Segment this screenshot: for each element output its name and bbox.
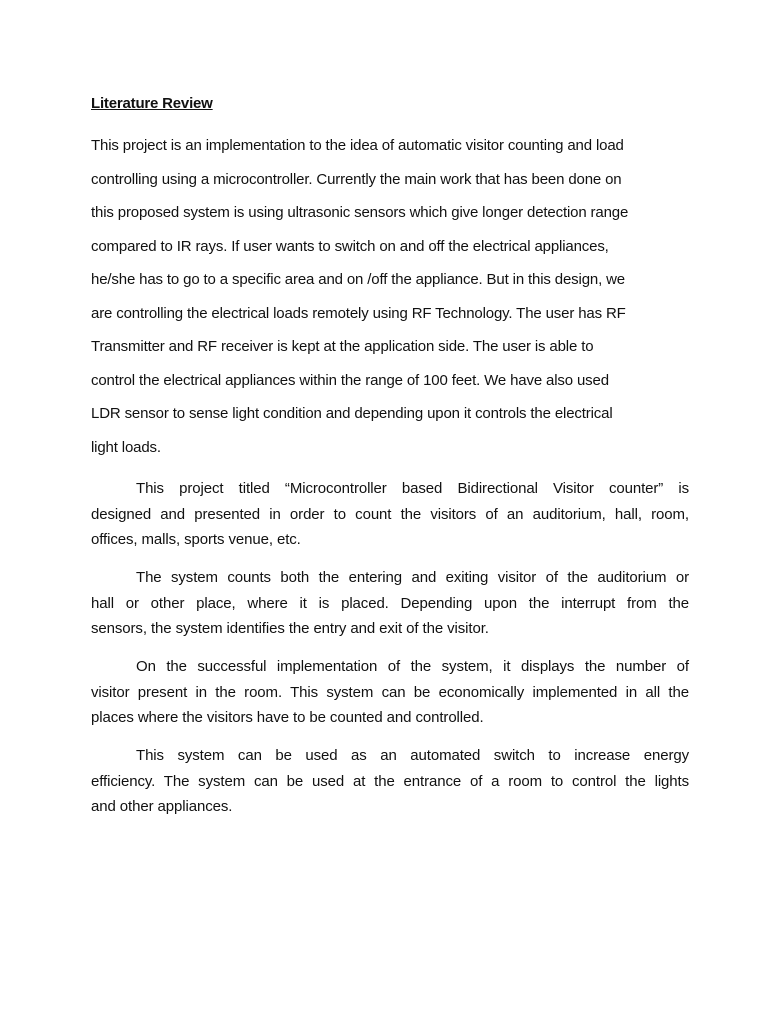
paragraph-system-counts (91, 565, 689, 642)
paragraph-line: Transmitter and RF receiver is kept at the application side. The user is able to (91, 338, 594, 355)
paragraph-line: This system can be used as an automated switch to increase energy (136, 747, 689, 764)
paragraph-line: controlling using a microcontroller. Currently the main work that has been done on (91, 170, 622, 188)
paragraph-line: This project titled “Microcontroller based Bidirectional Visitor counter” is (136, 480, 689, 497)
paragraph-implementation (91, 654, 689, 731)
paragraph-line: sensors, the system identifies the entry and exit of the visitor. (91, 620, 489, 637)
paragraph-intro (91, 129, 701, 464)
paragraph-line: compared to IR rays. If user wants to switch on and off the electrical appliances, (91, 237, 609, 255)
paragraph-project-title (91, 476, 689, 553)
paragraph-line: efficiency. The system can be used at the entrance of a room to control the lights (91, 772, 689, 790)
paragraph-line: The system counts both the entering and exiting visitor of the auditorium or (136, 569, 689, 586)
paragraph-line: and other appliances. (91, 798, 233, 815)
paragraph-line: control the electrical appliances within the range of 100 feet. We have also used (91, 371, 609, 389)
paragraph-line: hall or other place, where it is placed. Depending upon the interrupt from the (91, 594, 689, 612)
paragraph-line: On the successful implementation of the system, it displays the number of (136, 658, 689, 675)
paragraph-automated-switch (91, 743, 689, 820)
paragraph-line: designed and presented in order to count the visitors of an auditorium, hall, room, (91, 505, 689, 523)
paragraph-line: places where the visitors have to be counted and controlled. (91, 709, 484, 726)
paragraph-line: LDR sensor to sense light condition and depending upon it controls the electrical (91, 405, 613, 422)
paragraph-line: visitor present in the room. This system can be economically implemented in all the (91, 683, 689, 701)
paragraph-line: he/she has to go to a specific area and on /off the appliance. But in this design, we (91, 271, 626, 288)
paragraph-line: offices, malls, sports venue, etc. (91, 531, 301, 548)
section-heading: Literature Review (91, 95, 213, 112)
paragraph-line: This project is an implementation to the idea of automatic visitor counting and load (91, 137, 624, 154)
paragraph-line: light loads. (91, 438, 161, 456)
paragraph-line: are controlling the electrical loads remotely using RF Technology. The user has RF (91, 304, 626, 322)
paragraph-line: this proposed system is using ultrasonic sensors which give longer detection range (91, 204, 629, 221)
